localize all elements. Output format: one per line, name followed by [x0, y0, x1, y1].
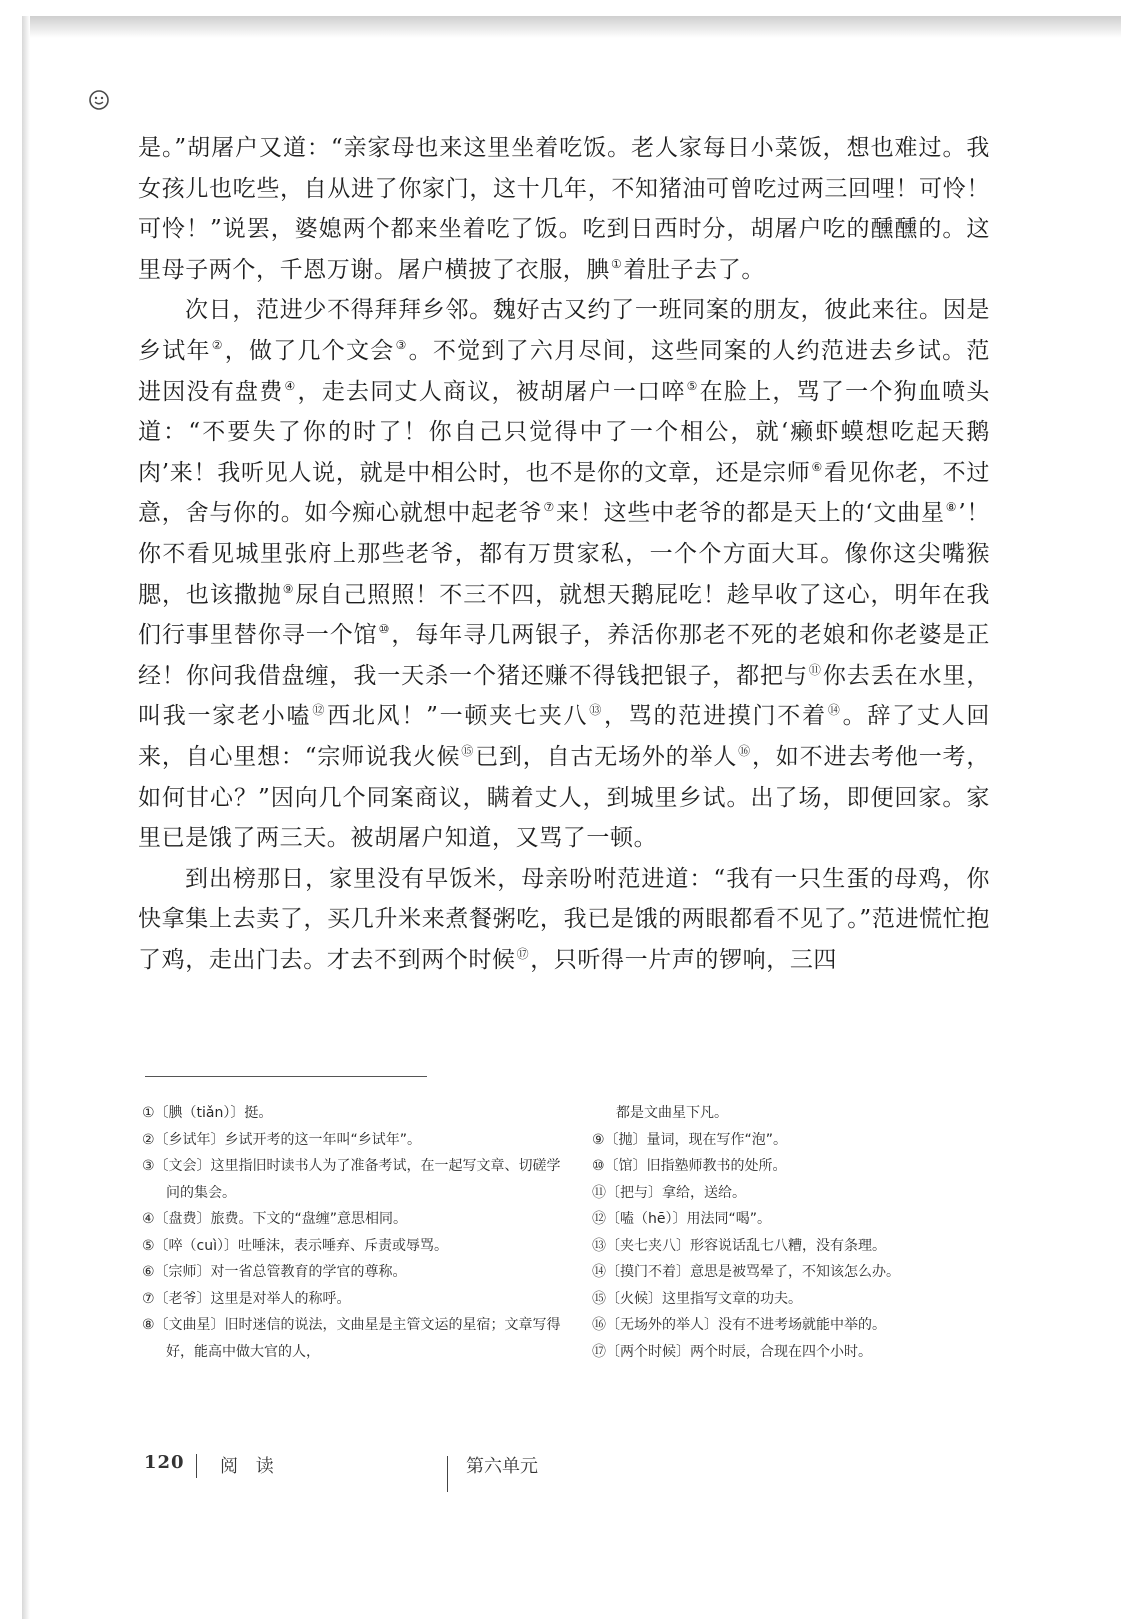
paragraph-text: 已到，自古无场外的举人	[475, 743, 738, 770]
paragraph-text: 你去丢在水里，叫我一家老小嗑	[138, 662, 990, 730]
paragraph-text: 到出榜那日，家里没有早饭米，母亲吩咐范进道：“我有一只生蛋的母鸡，你快拿集上去卖了，买几升米来煮餐粥吃，我已是饿的两眼都看不见了。”范进慌忙抱了鸡，走出门去。才去不到两个时候	[138, 865, 990, 973]
unit-label: 第六单元	[466, 1456, 538, 1477]
footnote: ⑭〔摸门不着〕意思是被骂晕了，不知该怎么办。	[592, 1264, 900, 1280]
footnotes-right-column	[592, 1100, 1002, 1365]
smiley-icon	[88, 89, 110, 111]
footnote-marker[interactable]: ⑫	[312, 703, 327, 718]
page-top-edge	[22, 16, 1121, 38]
paragraph-text: ，骂的范进摸门不着	[603, 703, 827, 730]
section-label: 阅 读	[220, 1456, 280, 1477]
footnote: ⑥〔宗师〕对一省总管教育的学官的尊称。	[142, 1264, 407, 1280]
footnote-marker[interactable]: ⑮	[461, 743, 475, 758]
footnote-marker[interactable]: ⑰	[516, 946, 530, 961]
footnote-divider	[145, 1076, 427, 1077]
paragraph-text: ，如不进去考他一考，如何甘心？”因向几个同案商议，瞒着丈人，到城里乡试。出了场，即便回家。家里已是饿了两三天。被胡屠户知道，又骂了一顿。	[138, 743, 990, 852]
paragraph-text: 尿自己照照！不三不四，就想天鹅屁吃！趁早收了这心，明年在我们行事里替你寻一个馆	[138, 581, 990, 649]
footnote: ⑤〔啐（cuì）〕吐唾沫，表示唾弃、斥责或辱骂。	[142, 1237, 449, 1254]
footer-divider	[196, 1454, 197, 1478]
footnote-marker[interactable]: ②	[211, 337, 224, 352]
paragraph	[138, 859, 990, 981]
paragraph-text: ，做了几个文会	[224, 337, 395, 364]
page-number: 120	[144, 1452, 185, 1473]
footnote-marker[interactable]: ⑩	[378, 622, 391, 637]
paragraph-text: ，走去同丈人商议，被胡屠户一口啐	[297, 378, 686, 405]
paragraph-text: 次日，范进少不得拜拜乡邻。魏好古又约了一班同案的朋友，彼此来往。因是乡试年	[138, 297, 990, 364]
footnote: ⑰〔两个时候〕两个时辰，合现在四个小时。	[592, 1343, 872, 1360]
footnote: ①〔腆（tiǎn）〕挺。	[142, 1105, 273, 1121]
page-left-edge	[22, 16, 30, 1619]
paragraph-text: 来！这些中老爷的都是天上的‘文曲星	[556, 500, 945, 527]
paragraph-text: ，只听得一片声的锣响，三四	[530, 946, 838, 973]
footnote-marker[interactable]: ⑨	[282, 581, 295, 596]
paragraph-text: 在脸上，骂了一个狗血喷头道：“不要失了你的时了！你自己只觉得中了一个相公，就‘癞虾蟆想吃起天鹅肉’来！我听见人说，就是中相公时，也不是你的文章，还是宗师	[138, 378, 991, 486]
footnote-marker[interactable]: ⑦	[543, 500, 555, 515]
paragraph-text: 是。”胡屠户又道：“亲家母也来这里坐着吃饭。老人家每日小菜饭，想也难过。我女孩儿也吃些，自从进了你家门，这十几年，不知猪油可曾吃过两三回哩！可怜！可怜！”说罢，婆媳两个都来坐着吃了饭。吃到日西时分，胡屠户吃的醺醺的。这里母子两个，千恩万谢。屠户横披了衣服，腆	[138, 135, 990, 283]
footnote-marker[interactable]: ⑧	[945, 500, 958, 515]
footnote-marker[interactable]: ⑥	[811, 459, 824, 474]
footnote: ⑧〔文曲星〕旧时迷信的说法，文曲星是主管文运的星宿；文章写得好，能高中做大官的人，	[142, 1317, 561, 1360]
paragraph	[138, 128, 990, 290]
paragraph	[138, 290, 990, 858]
footnote-marker[interactable]: ③	[395, 337, 408, 352]
footnote: ⑫〔嗑（hē）〕用法同“喝”。	[592, 1211, 771, 1227]
paragraph-text: 看见你老，不过意，舍与你的。如今痴心就想中起老爷	[138, 459, 991, 527]
footnote: ⑩〔馆〕旧指塾师教书的处所。	[592, 1158, 787, 1174]
footnote: ⑨〔抛〕量词，现在写作“泡”。	[592, 1131, 788, 1148]
footnote-continuation: 都是文曲星下凡。	[616, 1105, 728, 1121]
paragraph-text: 。辞了丈人回来，自心里想：“宗师说我火候	[138, 703, 990, 770]
footnote: ⑪〔把与〕拿给，送给。	[592, 1184, 746, 1201]
footnote-marker[interactable]: ⑯	[738, 743, 751, 758]
paragraph-text: 。不觉到了六月尽间，这些同案的人约范进去乡试。范进因没有盘费	[138, 337, 990, 405]
footer-divider	[447, 1456, 448, 1492]
footnote-marker[interactable]: ⑪	[808, 662, 822, 677]
paragraph-text: ，每年寻几两银子，养活你那老不死的老娘和你老婆是正经！你问我借盘缠，我一天杀一个猪还赚不得钱把银子，都把与	[138, 622, 991, 689]
footnote: ⑯〔无场外的举人〕没有不进考场就能中举的。	[592, 1317, 886, 1333]
footnote: ②〔乡试年〕乡试开考的这一年叫“乡试年”。	[142, 1131, 422, 1148]
footnotes-left-column	[142, 1100, 562, 1365]
footnote: ⑦〔老爷〕这里是对举人的称呼。	[142, 1290, 351, 1307]
paragraph-text: 西北风！”一顿夹七夹八	[327, 703, 589, 730]
footnote: ⑬〔夹七夹八〕形容说话乱七八糟，没有条理。	[592, 1237, 886, 1254]
footnote: ④〔盘费〕旅费。下文的“盘缠”意思相同。	[142, 1211, 408, 1227]
paragraph-text: ’！你不看见城里张府上那些老爷，都有万贯家私，一个个方面大耳。像你这尖嘴猴腮，也该撒抛	[138, 500, 991, 608]
footnote-marker[interactable]: ⑤	[686, 378, 699, 393]
footnote: ③〔文会〕这里指旧时读书人为了准备考试，在一起写文章、切磋学问的集会。	[142, 1158, 561, 1201]
footnote-marker[interactable]: ⑬	[589, 703, 603, 718]
footnote-marker[interactable]: ⑭	[827, 703, 842, 718]
paragraph-text: 着肚子去了。	[623, 256, 765, 283]
article-body	[138, 128, 990, 980]
footnote-marker[interactable]: ④	[284, 378, 297, 393]
footnote-marker[interactable]: ①	[611, 256, 623, 271]
footnote: ⑮〔火候〕这里指写文章的功夫。	[592, 1290, 802, 1307]
